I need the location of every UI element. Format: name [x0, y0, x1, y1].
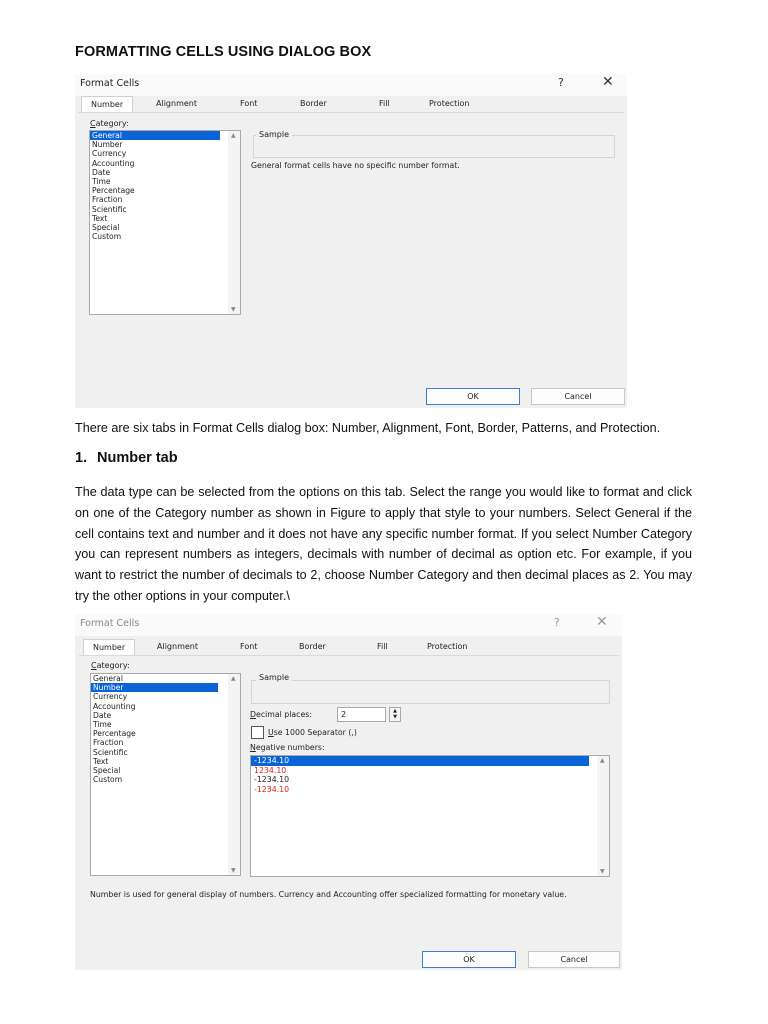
- scroll-up-icon[interactable]: ▲: [231, 132, 236, 139]
- category-accounting[interactable]: Accounting: [93, 701, 136, 711]
- negative-format-option[interactable]: -1234.10: [254, 775, 290, 785]
- thousands-separator-label: Use 1000 Separator (,): [268, 728, 357, 737]
- document-title: FORMATTING CELLS USING DIALOG BOX: [75, 44, 372, 60]
- decimal-places-input[interactable]: 2: [337, 707, 386, 722]
- thousands-separator-checkbox[interactable]: [251, 726, 264, 739]
- cancel-button[interactable]: Cancel: [531, 388, 625, 405]
- sample-label: Sample: [256, 130, 292, 139]
- category-time[interactable]: Time: [92, 176, 111, 186]
- tab-number[interactable]: Number: [83, 639, 135, 656]
- sample-box: [253, 130, 615, 158]
- category-scrollbar[interactable]: [228, 674, 240, 875]
- help-button[interactable]: ?: [558, 76, 564, 89]
- tab-alignment[interactable]: Alignment: [157, 642, 198, 651]
- category-label: Category:: [90, 119, 129, 128]
- category-fraction[interactable]: Fraction: [92, 195, 123, 205]
- category-currency[interactable]: Currency: [92, 149, 127, 159]
- tab-protection[interactable]: Protection: [429, 99, 470, 108]
- negative-format-option[interactable]: 1234.10: [254, 765, 287, 775]
- ok-button[interactable]: OK: [426, 388, 520, 405]
- tab-border[interactable]: Border: [299, 642, 326, 651]
- category-scientific[interactable]: Scientific: [93, 747, 128, 757]
- sample-box: [251, 673, 610, 704]
- category-currency[interactable]: Currency: [93, 692, 128, 702]
- category-list[interactable]: [90, 673, 241, 876]
- category-percentage[interactable]: Percentage: [92, 186, 135, 196]
- category-date[interactable]: Date: [93, 710, 112, 720]
- dialog-title: Format Cells: [80, 78, 140, 89]
- decimal-places-label: Decimal places:: [250, 710, 312, 719]
- scroll-down-icon[interactable]: ▼: [231, 306, 236, 313]
- format-description: Number is used for general display of numbers. Currency and Accounting offer specialized formatting for monetary value.: [90, 890, 567, 899]
- tab-alignment[interactable]: Alignment: [156, 99, 197, 108]
- scroll-up-icon[interactable]: ▲: [600, 757, 605, 764]
- category-special[interactable]: Special: [92, 222, 120, 232]
- category-scientific[interactable]: Scientific: [92, 204, 127, 214]
- category-date[interactable]: Date: [92, 167, 111, 177]
- category-custom[interactable]: Custom: [93, 775, 123, 785]
- category-time[interactable]: Time: [93, 719, 112, 729]
- tab-font[interactable]: Font: [240, 642, 258, 651]
- decimal-spinner[interactable]: ▲ ▼: [389, 707, 401, 722]
- category-fraction[interactable]: Fraction: [93, 738, 124, 748]
- category-number[interactable]: Number: [91, 683, 218, 692]
- scroll-down-icon[interactable]: ▼: [600, 868, 605, 875]
- category-text[interactable]: Text: [93, 756, 109, 766]
- negative-numbers-label: Negative numbers:: [250, 743, 325, 752]
- category-label: Category:: [91, 661, 130, 670]
- category-list[interactable]: [89, 130, 241, 315]
- category-percentage[interactable]: Percentage: [93, 729, 136, 739]
- scroll-up-icon[interactable]: ▲: [231, 675, 236, 682]
- tab-font[interactable]: Font: [240, 99, 258, 108]
- close-button[interactable]: ✕: [602, 74, 614, 90]
- category-text[interactable]: Text: [92, 213, 108, 223]
- negative-format-option[interactable]: -1234.10: [251, 756, 589, 766]
- tab-strip: [75, 639, 622, 655]
- category-scrollbar[interactable]: [228, 131, 240, 314]
- tab-protection[interactable]: Protection: [427, 642, 468, 651]
- intro-paragraph: There are six tabs in Format Cells dialog box: Number, Alignment, Font, Border, Patterns, and Protection.: [75, 421, 661, 435]
- body-paragraph: The data type can be selected from the options on this tab. Select the range you would like to format and click on one of the Category number as shown in Figure to apply that style to your numbers. Select General if the cell contains text and number and it does not have any specific number format. If you select Number Category you can represent numbers as integers, decimals with number of decimal as option etc. For example, if you want to restrict the number of decimals to 2, choose Number Category and then decimal places as 2. You may try the other options in your computer.\: [75, 485, 692, 603]
- negative-numbers-list[interactable]: [250, 755, 610, 877]
- negative-scrollbar[interactable]: [597, 756, 609, 876]
- close-button[interactable]: ✕: [596, 614, 608, 630]
- tab-number[interactable]: Number: [81, 96, 133, 113]
- scroll-down-icon[interactable]: ▼: [231, 867, 236, 874]
- category-general[interactable]: General: [90, 131, 220, 140]
- category-special[interactable]: Special: [93, 765, 121, 775]
- dialog-titlebar: [75, 74, 627, 96]
- category-number[interactable]: Number: [92, 140, 123, 150]
- heading-text: Number tab: [97, 450, 178, 466]
- section-heading: [75, 450, 178, 466]
- tab-fill[interactable]: Fill: [379, 99, 390, 108]
- category-custom[interactable]: Custom: [92, 232, 122, 242]
- dialog-titlebar: [75, 614, 622, 636]
- format-cells-dialog-number: [75, 614, 622, 970]
- category-accounting[interactable]: Accounting: [92, 158, 135, 168]
- format-description: General format cells have no specific number format.: [251, 161, 460, 170]
- ok-button[interactable]: OK: [422, 951, 516, 968]
- heading-number: 1.: [75, 450, 88, 466]
- tab-border[interactable]: Border: [300, 99, 327, 108]
- category-general[interactable]: General: [93, 674, 123, 683]
- sample-label: Sample: [256, 673, 292, 682]
- format-cells-dialog-general: [75, 74, 627, 408]
- help-button[interactable]: ?: [554, 616, 560, 629]
- tab-strip: [75, 96, 627, 112]
- cancel-button[interactable]: Cancel: [528, 951, 620, 968]
- negative-format-option[interactable]: -1234.10: [254, 784, 290, 794]
- dialog-title: Format Cells: [80, 618, 140, 629]
- tab-fill[interactable]: Fill: [377, 642, 388, 651]
